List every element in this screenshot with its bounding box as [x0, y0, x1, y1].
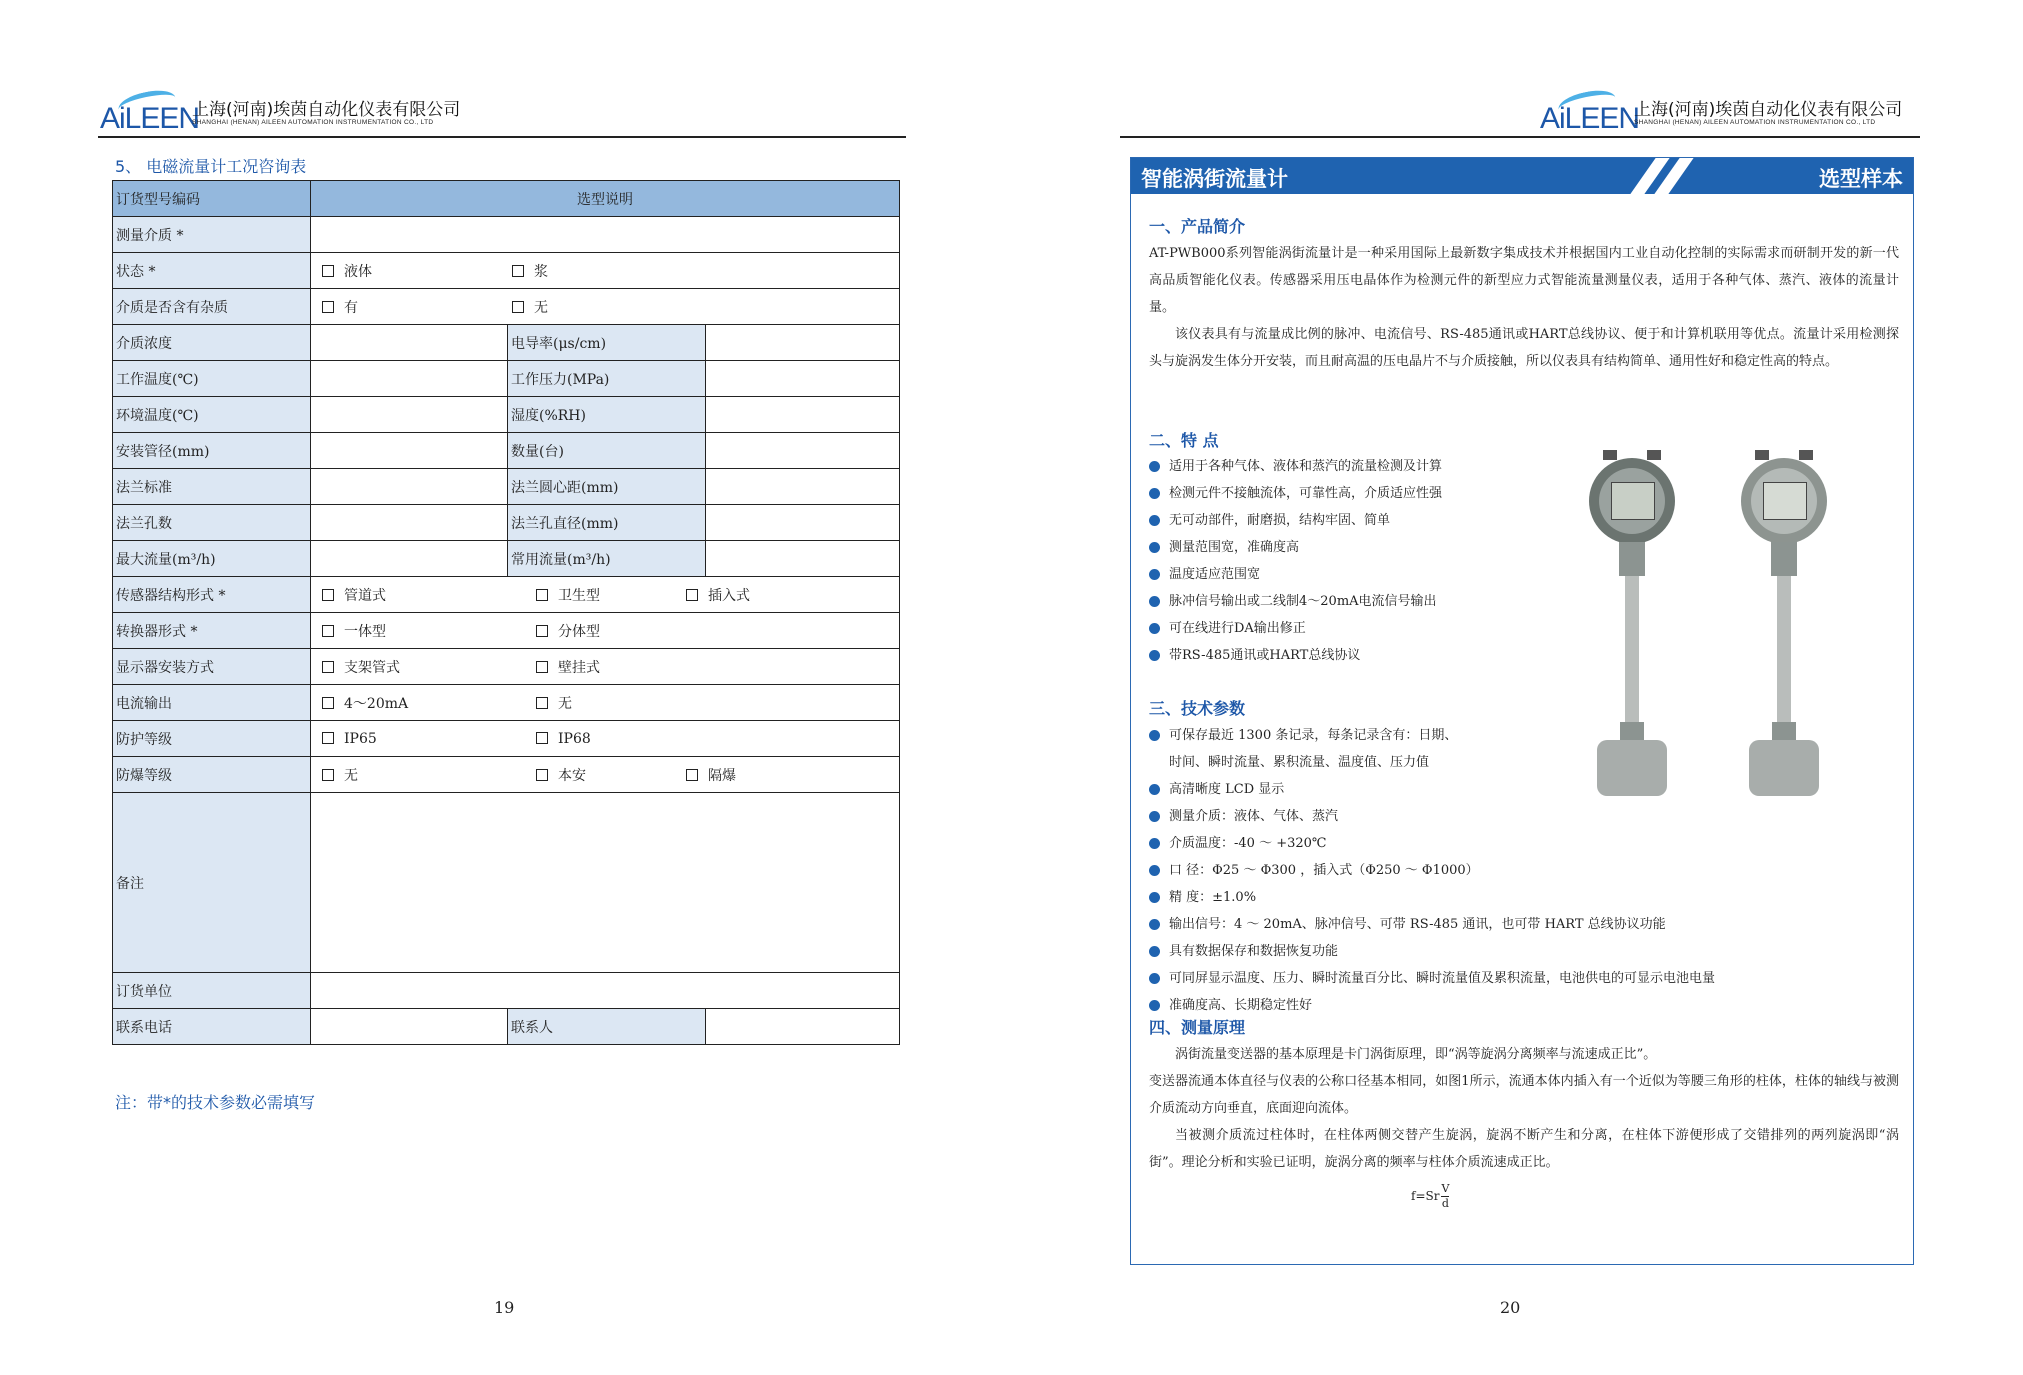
- input-cell[interactable]: [311, 433, 508, 469]
- row-label: 转换器形式 *: [113, 613, 311, 649]
- table-row: [113, 973, 900, 1009]
- row-label: 安装管径(mm): [113, 433, 311, 469]
- row-label: 电流输出: [113, 685, 311, 721]
- right-page: [1012, 0, 2023, 1375]
- row-label: 防爆等级: [113, 757, 311, 793]
- remarks-input[interactable]: [311, 793, 900, 973]
- list-item: 无可动部件，耐磨损，结构牢固、简单: [1149, 507, 1442, 534]
- principle-paragraph: 变送器流通本体直径与仪表的公称口径基本相同，如图1所示，流通本体内插入有一个近似为等腰三角形的柱体，柱体的轴线与被测介质流动方向垂直，底面迎向流体。: [1149, 1074, 1899, 1116]
- checkbox[interactable]: [322, 301, 334, 313]
- list-item: 可在线进行DA输出修正: [1149, 615, 1442, 642]
- options-cell: 无 本安 隔爆: [311, 757, 900, 793]
- input-cell[interactable]: [706, 325, 900, 361]
- page-number: 19: [494, 1298, 515, 1317]
- input-cell[interactable]: [706, 1009, 900, 1045]
- row-label: 防护等级: [113, 721, 311, 757]
- table-row: [113, 217, 900, 253]
- section-heading: 四、测量原理: [1149, 1018, 1246, 1037]
- company-name-cn: 上海(河南)埃茵自动化仪表有限公司: [192, 100, 461, 120]
- table-row: [113, 253, 900, 289]
- row-label: 环境温度(℃): [113, 397, 311, 433]
- section-heading: 三、技术参数: [1149, 699, 1246, 718]
- input-cell[interactable]: [706, 469, 900, 505]
- list-item: 可同屏显示温度、压力、瞬时流量百分比、瞬时流量值及累积流量，电池供电的可显示电池电量: [1149, 965, 1715, 992]
- table-row: [113, 361, 900, 397]
- row-label: 法兰标准: [113, 469, 311, 505]
- row-label: 工作压力(MPa): [508, 361, 706, 397]
- checkbox[interactable]: [322, 732, 334, 744]
- table-row: [113, 433, 900, 469]
- row-label: 备注: [113, 793, 311, 973]
- options-cell: 液体 浆: [311, 253, 900, 289]
- list-item: 检测元件不接触流体，可靠性高，介质适应性强: [1149, 480, 1442, 507]
- table-row: [113, 685, 900, 721]
- section-heading: 一、产品简介: [1149, 217, 1246, 236]
- header-order-code: 订货型号编码: [113, 181, 311, 217]
- input-cell[interactable]: [311, 973, 900, 1009]
- options-cell: 支架管式 壁挂式: [311, 649, 900, 685]
- row-label: 显示器安装方式: [113, 649, 311, 685]
- table-row: [113, 721, 900, 757]
- row-label: 介质是否含有杂质: [113, 289, 311, 325]
- table-header-row: [113, 181, 900, 217]
- input-cell[interactable]: [311, 397, 508, 433]
- checkbox[interactable]: [512, 265, 524, 277]
- row-label: 湿度(%RH): [508, 397, 706, 433]
- intro-paragraph: AT-PWB000系列智能涡街流量计是一种采用国际上最新数字集成技术并根据国内工业自动化控制的实际需求而研制开发的新一代高品质智能化仪表。传感器采用压电晶体作为检测元件的新型应力式智能流量测量仪表，适用于各种气体、蒸汽、液体的流量计量。: [1149, 246, 1899, 315]
- checkbox[interactable]: [322, 625, 334, 637]
- table-row: [113, 397, 900, 433]
- table-row: [113, 757, 900, 793]
- strouhal-formula: f=Sr $\frac{V}{d}$: [1411, 1182, 1450, 1210]
- table-row: [113, 325, 900, 361]
- row-label: 数量(台): [508, 433, 706, 469]
- input-cell[interactable]: [706, 541, 900, 577]
- list-item: 温度适应范围宽: [1149, 561, 1442, 588]
- parameter-list: [1149, 722, 1715, 1019]
- header-rule: [98, 136, 906, 138]
- input-cell[interactable]: [706, 505, 900, 541]
- table-row: [113, 613, 900, 649]
- list-item: 可保存最近 1300 条记录，每条记录含有：日期、: [1149, 722, 1715, 749]
- inquiry-form-table: [112, 180, 900, 1045]
- input-cell[interactable]: [311, 217, 900, 253]
- table-row: [113, 1009, 900, 1045]
- row-label: 测量介质 *: [113, 217, 311, 253]
- intro-paragraph: 该仪表具有与流量成比例的脉冲、电流信号、RS-485通讯或HART总线协议、便于和计算机联用等优点。流量计采用检测探头与旋涡发生体分开安装，而且耐高温的压电晶片不与介质接触，所以仪表具有结构简单、通用性好和稳定性高的特点。: [1149, 327, 1899, 369]
- list-item: 测量范围宽，准确度高: [1149, 534, 1442, 561]
- checkbox[interactable]: [536, 697, 548, 709]
- row-label: 订货单位: [113, 973, 311, 1009]
- input-cell[interactable]: [706, 433, 900, 469]
- checkbox[interactable]: [686, 769, 698, 781]
- input-cell[interactable]: [311, 361, 508, 397]
- checkbox[interactable]: [322, 697, 334, 709]
- company-logo: AiLEEN: [1540, 92, 1660, 132]
- row-label: 工作温度(℃): [113, 361, 311, 397]
- list-item: 带RS-485通讯或HART总线协议: [1149, 642, 1442, 669]
- input-cell[interactable]: [311, 505, 508, 541]
- product-title: 智能涡街流量计: [1141, 167, 1288, 191]
- checkbox[interactable]: [536, 769, 548, 781]
- row-label: 传感器结构形式 *: [113, 577, 311, 613]
- list-item: 具有数据保存和数据恢复功能: [1149, 938, 1715, 965]
- input-cell[interactable]: [311, 541, 508, 577]
- row-label: 联系电话: [113, 1009, 311, 1045]
- title-banner: [1131, 158, 1913, 194]
- input-cell[interactable]: [311, 325, 508, 361]
- checkbox[interactable]: [322, 265, 334, 277]
- row-label: 法兰圆心距(mm): [508, 469, 706, 505]
- principle-paragraph: 涡街流量变送器的基本原理是卡门涡街原理，即“涡等旋涡分离频率与流速成正比”。: [1175, 1047, 1657, 1062]
- list-item: 高清晰度 LCD 显示: [1149, 776, 1715, 803]
- checkbox[interactable]: [512, 301, 524, 313]
- list-item: 测量介质：液体、气体、蒸汽: [1149, 803, 1715, 830]
- list-item: 精 度：±1.0%: [1149, 884, 1715, 911]
- table-row: [113, 289, 900, 325]
- row-label: 电导率(μs/cm): [508, 325, 706, 361]
- checkbox[interactable]: [322, 769, 334, 781]
- note-text: 注：带*的技术参数必需填写: [115, 1093, 316, 1112]
- table-row: [113, 793, 900, 973]
- options-cell: 4～20mA 无: [311, 685, 900, 721]
- options-cell: 管道式 卫生型 插入式: [311, 577, 900, 613]
- checkbox[interactable]: [536, 589, 548, 601]
- checkbox[interactable]: [686, 589, 698, 601]
- section-title: 5、 电磁流量计工况咨询表: [115, 157, 307, 176]
- header-rule: [1120, 136, 1920, 138]
- row-label: 最大流量(m³/h): [113, 541, 311, 577]
- options-cell: 有 无: [311, 289, 900, 325]
- company-logo: AiLEEN: [100, 92, 220, 132]
- section-heading: 二、特 点: [1149, 431, 1219, 450]
- row-label: 状态 *: [113, 253, 311, 289]
- company-name-en: SHANGHAI (HENAN) AILEEN AUTOMATION INSTRUMENTATION CO., LTD: [192, 119, 434, 126]
- list-item: 口 径：Φ25 ～ Φ300 ，插入式（Φ250 ～ Φ1000）: [1149, 857, 1715, 884]
- checkbox[interactable]: [322, 661, 334, 673]
- input-cell[interactable]: [311, 469, 508, 505]
- row-label: 联系人: [508, 1009, 706, 1045]
- vortex-meter-image: [1741, 458, 1831, 798]
- product-sheet-frame: [1130, 157, 1914, 1265]
- company-name-en: SHANGHAI (HENAN) AILEEN AUTOMATION INSTRUMENTATION CO., LTD: [1634, 119, 1876, 126]
- list-item: 准确度高、长期稳定性好: [1149, 992, 1715, 1019]
- input-cell[interactable]: [706, 361, 900, 397]
- list-item: 输出信号：4 ～ 20mA、脉冲信号、可带 RS-485 通讯，也可带 HART 总线协议功能: [1149, 911, 1715, 938]
- row-label: 法兰孔直径(mm): [508, 505, 706, 541]
- table-row: [113, 505, 900, 541]
- list-item: 介质温度：-40 ～ +320℃: [1149, 830, 1715, 857]
- options-cell: 一体型 分体型: [311, 613, 900, 649]
- table-row: [113, 469, 900, 505]
- input-cell[interactable]: [311, 1009, 508, 1045]
- checkbox[interactable]: [536, 732, 548, 744]
- header-selection: 选型说明: [311, 181, 900, 217]
- checkbox[interactable]: [322, 589, 334, 601]
- feature-list: [1149, 453, 1442, 669]
- input-cell[interactable]: [706, 397, 900, 433]
- table-row: [113, 577, 900, 613]
- banner-label: 选型样本: [1819, 167, 1903, 191]
- list-item: 适用于各种气体、液体和蒸汽的流量检测及计算: [1149, 453, 1442, 480]
- principle-paragraph: 当被测介质流过柱体时，在柱体两侧交替产生旋涡，旋涡不断产生和分离，在柱体下游便形成了交错排列的两列旋涡即“涡街”。理论分析和实验已证明，旋涡分离的频率与柱体介质流速成正比。: [1149, 1128, 1899, 1170]
- company-name-cn: 上海(河南)埃茵自动化仪表有限公司: [1634, 100, 1903, 120]
- list-item: 脉冲信号输出或二线制4～20mA电流信号输出: [1149, 588, 1442, 615]
- row-label: 介质浓度: [113, 325, 311, 361]
- row-label: 常用流量(m³/h): [508, 541, 706, 577]
- table-row: [113, 649, 900, 685]
- checkbox[interactable]: [536, 661, 548, 673]
- list-item: 时间、瞬时流量、累积流量、温度值、压力值: [1169, 755, 1430, 770]
- checkbox[interactable]: [536, 625, 548, 637]
- table-row: [113, 541, 900, 577]
- page-number: 20: [1500, 1298, 1521, 1317]
- row-label: 法兰孔数: [113, 505, 311, 541]
- options-cell: IP65 IP68: [311, 721, 900, 757]
